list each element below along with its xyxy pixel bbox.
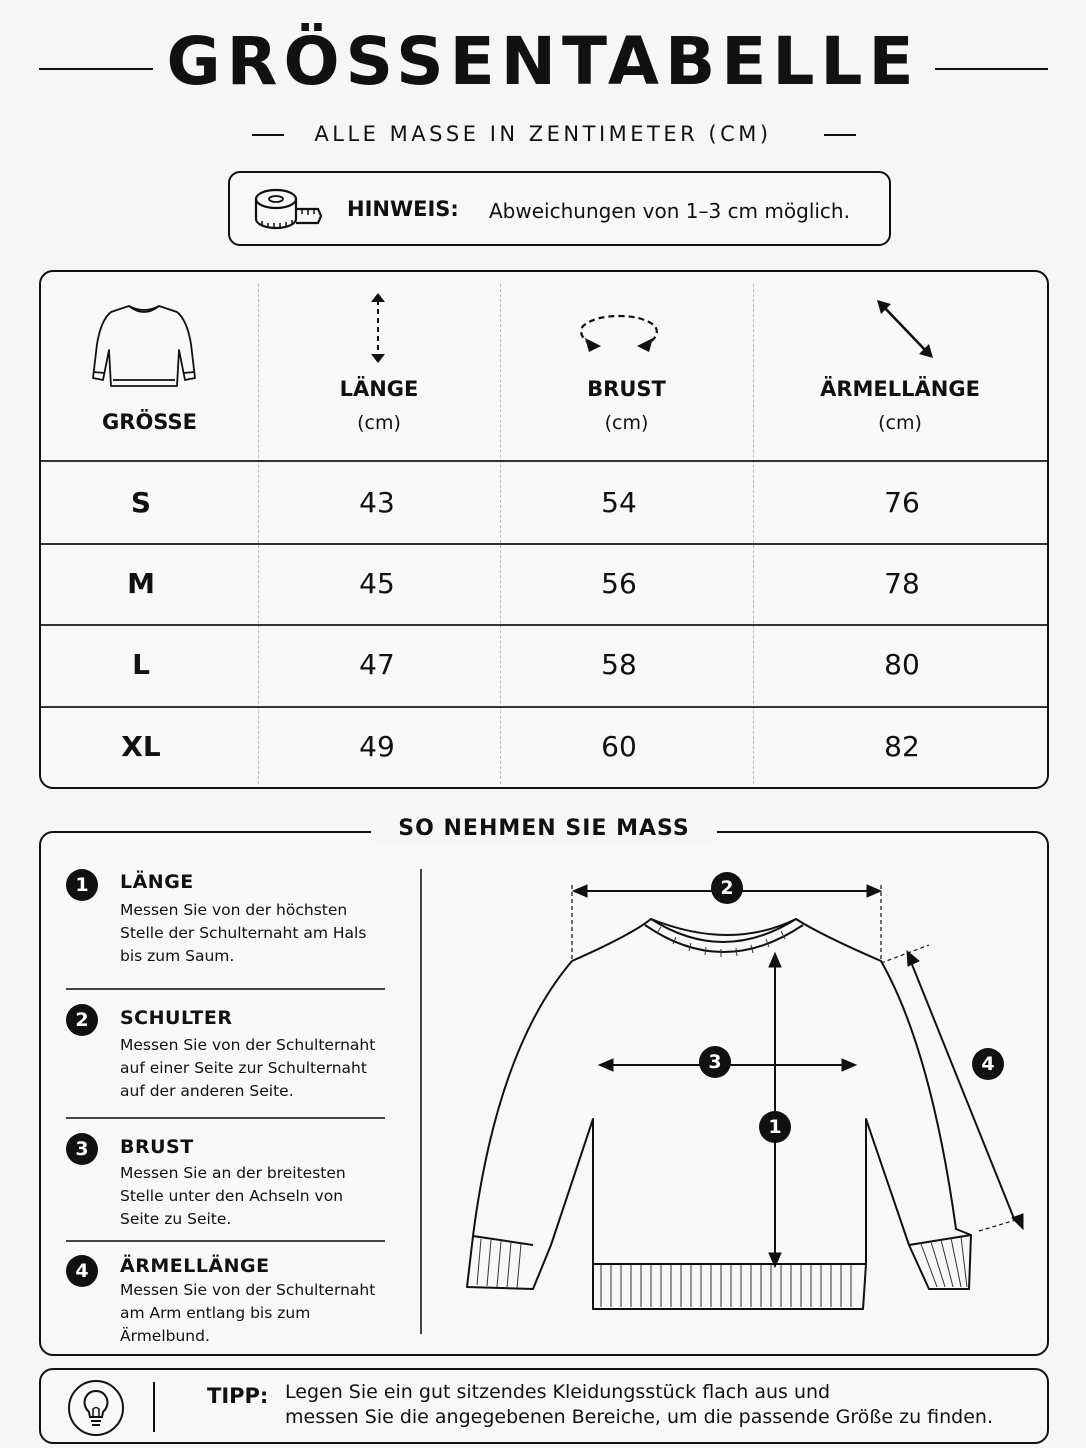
size-column-header: GRÖSSE <box>102 410 197 434</box>
step-number-2: 2 <box>66 1004 98 1036</box>
size-label-m: M <box>127 567 155 600</box>
diagram-marker-2: 2 <box>711 872 743 904</box>
sweatshirt-measurement-diagram <box>461 869 1051 1329</box>
column-divider <box>258 284 259 784</box>
note-box <box>228 171 891 246</box>
tip-text: Legen Sie ein gut sitzendes Kleidungsstück flach aus und messen Sie die angegebenen Bereiche, um die passende Größe zu finden. <box>285 1381 994 1428</box>
step-divider <box>66 1240 385 1242</box>
size-label-xl: XL <box>121 730 161 763</box>
step-text-shoulder: Messen Sie von der Schulternaht auf einer Seite zur Schulternaht auf der anderen Seite. <box>120 1036 376 1100</box>
step-number-3: 3 <box>66 1133 98 1165</box>
row-divider <box>41 543 1047 545</box>
row-divider <box>41 706 1047 708</box>
vertical-arrow-icon <box>368 292 388 364</box>
step-title-chest: BRUST <box>120 1136 194 1158</box>
diagram-marker-1: 1 <box>759 1111 791 1143</box>
step-text-length: Messen Sie von der höchsten Stelle der Schulternaht am Hals bis zum Saum. <box>120 901 367 965</box>
step-title-shoulder: SCHULTER <box>120 1007 233 1029</box>
how-to-measure-panel <box>39 831 1049 1356</box>
header-divider <box>41 460 1047 462</box>
step-title-length: LÄNGE <box>120 871 194 893</box>
table-cell: 47 <box>359 648 395 681</box>
table-cell: 56 <box>601 567 637 600</box>
table-cell: 76 <box>884 486 920 519</box>
sleeve-column-unit: (cm) <box>878 412 922 434</box>
step-number-1: 1 <box>66 869 98 901</box>
diagonal-arrow-icon <box>875 298 935 360</box>
measuring-tape-icon <box>252 185 324 235</box>
column-divider <box>753 284 754 784</box>
table-cell: 60 <box>601 730 637 763</box>
step-text-chest: Messen Sie an der breitesten Stelle unter den Achseln von Seite zu Seite. <box>120 1164 346 1228</box>
step-divider <box>66 1117 385 1119</box>
sleeve-column-header: ÄRMELLÄNGE <box>820 377 980 401</box>
table-cell: 80 <box>884 648 920 681</box>
chest-circle-arrow-icon <box>573 312 665 356</box>
row-divider <box>41 624 1047 626</box>
diagram-marker-3: 3 <box>699 1046 731 1078</box>
size-label-s: S <box>130 486 152 519</box>
sleeve-measure-arrow <box>881 945 1023 1231</box>
step-divider <box>66 988 385 990</box>
lightbulb-icon <box>67 1379 125 1437</box>
table-cell: 49 <box>359 730 395 763</box>
sweatshirt-icon <box>89 300 199 390</box>
table-cell: 82 <box>884 730 920 763</box>
size-table <box>39 270 1049 789</box>
note-text: Abweichungen von 1–3 cm möglich. <box>489 199 850 223</box>
table-cell: 45 <box>359 567 395 600</box>
step-title-sleeve: ÄRMELLÄNGE <box>120 1255 270 1277</box>
tip-box <box>39 1368 1049 1444</box>
step-number-4: 4 <box>66 1255 98 1287</box>
table-cell: 58 <box>601 648 637 681</box>
how-to-measure-title: SO NEHMEN SIE MASS <box>371 814 717 844</box>
sweatshirt-outline <box>467 919 971 1309</box>
table-cell: 54 <box>601 486 637 519</box>
length-measure-arrow <box>769 953 781 1267</box>
table-cell: 78 <box>884 567 920 600</box>
diagram-marker-4: 4 <box>972 1048 1004 1080</box>
step-text-sleeve: Messen Sie von der Schulternaht am Arm entlang bis zum Ärmelbund. <box>120 1281 376 1345</box>
chest-column-unit: (cm) <box>604 412 649 434</box>
length-column-header: LÄNGE <box>339 377 419 401</box>
tip-divider <box>153 1382 155 1432</box>
column-divider <box>500 284 501 784</box>
note-label: HINWEIS: <box>347 197 459 221</box>
length-column-unit: (cm) <box>357 412 401 434</box>
panel-divider <box>420 869 422 1334</box>
chest-column-header: BRUST <box>587 377 666 401</box>
page-subtitle: ALLE MASSE IN ZENTIMETER (CM) <box>314 122 772 146</box>
size-label-l: L <box>132 648 150 681</box>
table-cell: 43 <box>359 486 395 519</box>
page-title: GRÖSSENTABELLE <box>166 23 920 100</box>
tip-label: TIPP: <box>207 1384 269 1408</box>
